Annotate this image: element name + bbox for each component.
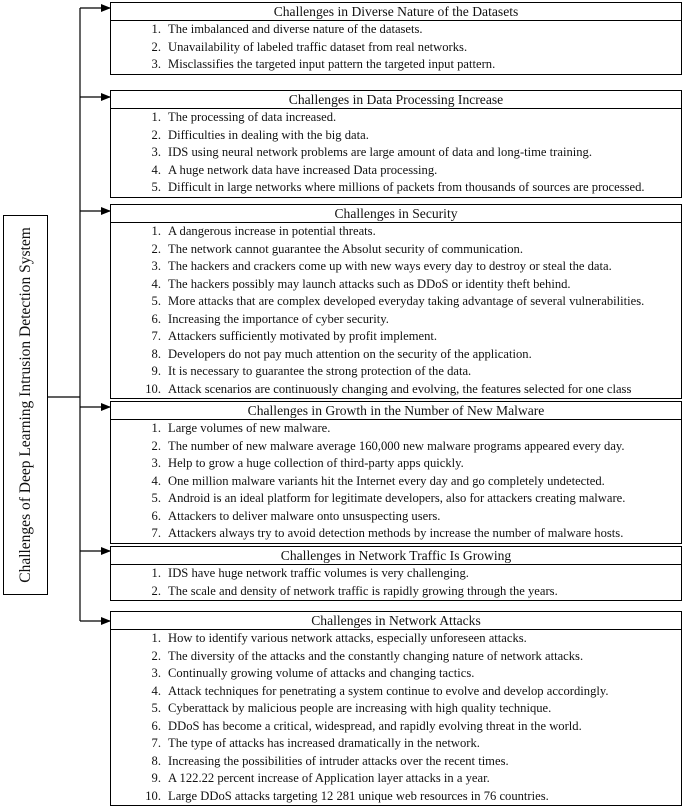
list-item: [111, 328, 681, 346]
item-text: Android is an ideal platform for legitimate developers, also for attackers creating malware.: [168, 491, 626, 505]
list-item: [111, 258, 681, 276]
item-text: How to identify various network attacks, especially unforeseen attacks.: [168, 631, 527, 645]
list-item: [111, 700, 681, 718]
item-number: 10.: [145, 788, 161, 803]
item-text: Help to grow a huge collection of third-party apps quickly.: [168, 456, 464, 470]
list-item: [111, 39, 681, 57]
group-title: Challenges in Network Attacks: [111, 612, 681, 630]
item-number: 7.: [151, 329, 161, 343]
item-number: 3.: [151, 259, 161, 273]
item-text: IDS using neural network problems are large amount of data and long-time training.: [168, 145, 592, 159]
list-item: [111, 179, 681, 197]
list-item: [111, 788, 681, 806]
item-text: The hackers and crackers come up with new ways every day to destroy or steal the data.: [168, 259, 612, 273]
item-text: Attack techniques for penetrating a system continue to evolve and develop accordingly.: [168, 683, 609, 698]
item-text: Increasing the importance of cyber security.: [168, 311, 389, 326]
list-item: [111, 223, 681, 241]
item-number: 9.: [151, 364, 161, 378]
group-item-list: [111, 630, 681, 805]
item-text: IDS have huge network traffic volumes is very challenging.: [168, 566, 469, 580]
item-number: 6.: [151, 718, 161, 733]
item-number: 7.: [151, 526, 161, 540]
root-label: Challenges of Deep Learning Intrusion Detection System: [16, 227, 34, 583]
list-item: [111, 438, 681, 456]
list-item: [111, 718, 681, 736]
list-item: [111, 525, 681, 543]
group-challenges-in-growth-in-the-number-of-new-malware: [110, 401, 682, 544]
group-challenges-in-network-traffic-is-growing: [110, 546, 682, 601]
list-item: [111, 293, 681, 311]
list-item: [111, 665, 681, 683]
list-item: [111, 455, 681, 473]
item-text: Continually growing volume of attacks and changing tactics.: [168, 666, 475, 680]
item-number: 2.: [151, 39, 161, 54]
item-text: DDoS has become a critical, widespread, and rapidly evolving threat in the world.: [168, 718, 582, 733]
list-item: [111, 490, 681, 508]
item-number: 3.: [151, 145, 161, 159]
item-text: Attackers to deliver malware onto unsuspecting users.: [168, 508, 441, 523]
item-number: 4.: [151, 683, 161, 698]
group-challenges-in-network-attacks: [110, 611, 682, 806]
list-item: [111, 420, 681, 438]
list-item: [111, 346, 681, 364]
group-title: Challenges in Network Traffic Is Growing: [111, 547, 681, 565]
item-text: Unavailability of labeled traffic dataset from real networks.: [168, 39, 468, 54]
item-number: 6.: [151, 508, 161, 523]
list-item: [111, 162, 681, 180]
item-text: The imbalanced and diverse nature of the datasets.: [168, 22, 423, 36]
list-item: [111, 648, 681, 666]
list-item: [111, 241, 681, 259]
item-text: The type of attacks has increased dramatically in the network.: [168, 736, 480, 750]
item-number: 1.: [151, 22, 161, 36]
group-title: Challenges in Data Processing Increase: [111, 91, 681, 109]
item-number: 1.: [151, 421, 161, 435]
item-text: Increasing the possibilities of intruder attacks over the recent times.: [168, 753, 509, 768]
item-number: 4.: [151, 162, 161, 177]
item-number: 2.: [151, 241, 161, 256]
item-text: The network cannot guarantee the Absolut security of communication.: [168, 241, 523, 256]
item-number: 6.: [151, 311, 161, 326]
item-number: 5.: [151, 491, 161, 505]
item-number: 5.: [151, 294, 161, 308]
item-number: 9.: [151, 771, 161, 785]
item-number: 1.: [151, 566, 161, 580]
item-text: Developers do not pay much attention on the security of the application.: [168, 346, 532, 361]
item-number: 5.: [151, 701, 161, 715]
item-text: Misclassifies the targeted input pattern the targeted input pattern.: [168, 57, 496, 71]
list-item: [111, 583, 681, 601]
item-number: 2.: [151, 583, 161, 598]
item-text: Attack scenarios are continuously changing and evolving, the features selected for one class: [168, 381, 632, 396]
item-text: More attacks that are complex developed everyday taking advantage of several vulnerabilities.: [168, 294, 645, 308]
item-text: Difficulties in dealing with the big data.: [168, 127, 369, 142]
list-item: [111, 753, 681, 771]
group-title: Challenges in Security: [111, 205, 681, 223]
item-text: A 122.22 percent increase of Application layer attacks in a year.: [168, 771, 490, 785]
item-text: A huge network data have increased Data processing.: [168, 162, 438, 177]
list-item: [111, 56, 681, 74]
group-item-list: [111, 21, 681, 74]
item-number: 8.: [151, 753, 161, 768]
list-item: [111, 473, 681, 491]
list-item: [111, 127, 681, 145]
group-title: Challenges in Growth in the Number of New Malware: [111, 402, 681, 420]
item-text: The number of new malware average 160,000 new malware programs appeared every day.: [168, 438, 625, 453]
item-number: 1.: [151, 224, 161, 238]
list-item: [111, 508, 681, 526]
list-item: [111, 144, 681, 162]
group-challenges-in-diverse-nature-of-the-datasets: [110, 2, 682, 75]
item-text: Large DDoS attacks targeting 12 281 unique web resources in 76 countries.: [168, 788, 549, 803]
list-item: [111, 311, 681, 329]
item-text: Cyberattack by malicious people are increasing with high quality technique.: [168, 701, 552, 715]
root-node: [3, 215, 48, 595]
item-text: It is necessary to guarantee the strong protection of the data.: [168, 364, 472, 378]
item-number: 1.: [151, 110, 161, 124]
item-number: 2.: [151, 648, 161, 663]
item-text: Attackers always try to avoid detection methods by increase the number of malware hosts.: [168, 526, 624, 540]
list-item: [111, 109, 681, 127]
list-item: [111, 381, 681, 399]
item-text: A dangerous increase in potential threats.: [168, 224, 376, 238]
item-number: 10.: [145, 381, 161, 396]
list-item: [111, 565, 681, 583]
item-text: The processing of data increased.: [168, 110, 337, 124]
item-number: 3.: [151, 666, 161, 680]
item-number: 4.: [151, 276, 161, 291]
item-text: Difficult in large networks where millions of packets from thousands of sources are processed.: [168, 180, 645, 194]
item-number: 7.: [151, 736, 161, 750]
item-number: 3.: [151, 57, 161, 71]
list-item: [111, 770, 681, 788]
item-number: 4.: [151, 473, 161, 488]
group-item-list: [111, 109, 681, 197]
group-title: Challenges in Diverse Nature of the Datasets: [111, 3, 681, 21]
item-text: Large volumes of new malware.: [168, 421, 331, 435]
list-item: [111, 363, 681, 381]
item-number: 5.: [151, 180, 161, 194]
item-number: 3.: [151, 456, 161, 470]
group-item-list: [111, 420, 681, 543]
list-item: [111, 683, 681, 701]
group-item-list: [111, 565, 681, 600]
item-text: One million malware variants hit the Internet every day and go completely undetected.: [168, 473, 605, 488]
item-number: 1.: [151, 631, 161, 645]
item-text: The diversity of the attacks and the constantly changing nature of network attacks.: [168, 648, 584, 663]
group-challenges-in-data-processing-increase: [110, 90, 682, 198]
item-number: 2.: [151, 127, 161, 142]
list-item: [111, 276, 681, 294]
list-item: [111, 630, 681, 648]
item-text: The scale and density of network traffic is rapidly growing through the years.: [168, 583, 558, 598]
item-text: Attackers sufficiently motivated by profit implement.: [168, 329, 438, 343]
group-challenges-in-security: [110, 204, 682, 399]
item-number: 2.: [151, 438, 161, 453]
list-item: [111, 21, 681, 39]
item-text: The hackers possibly may launch attacks such as DDoS or identity theft behind.: [168, 276, 571, 291]
group-item-list: [111, 223, 681, 398]
list-item: [111, 735, 681, 753]
item-number: 8.: [151, 346, 161, 361]
